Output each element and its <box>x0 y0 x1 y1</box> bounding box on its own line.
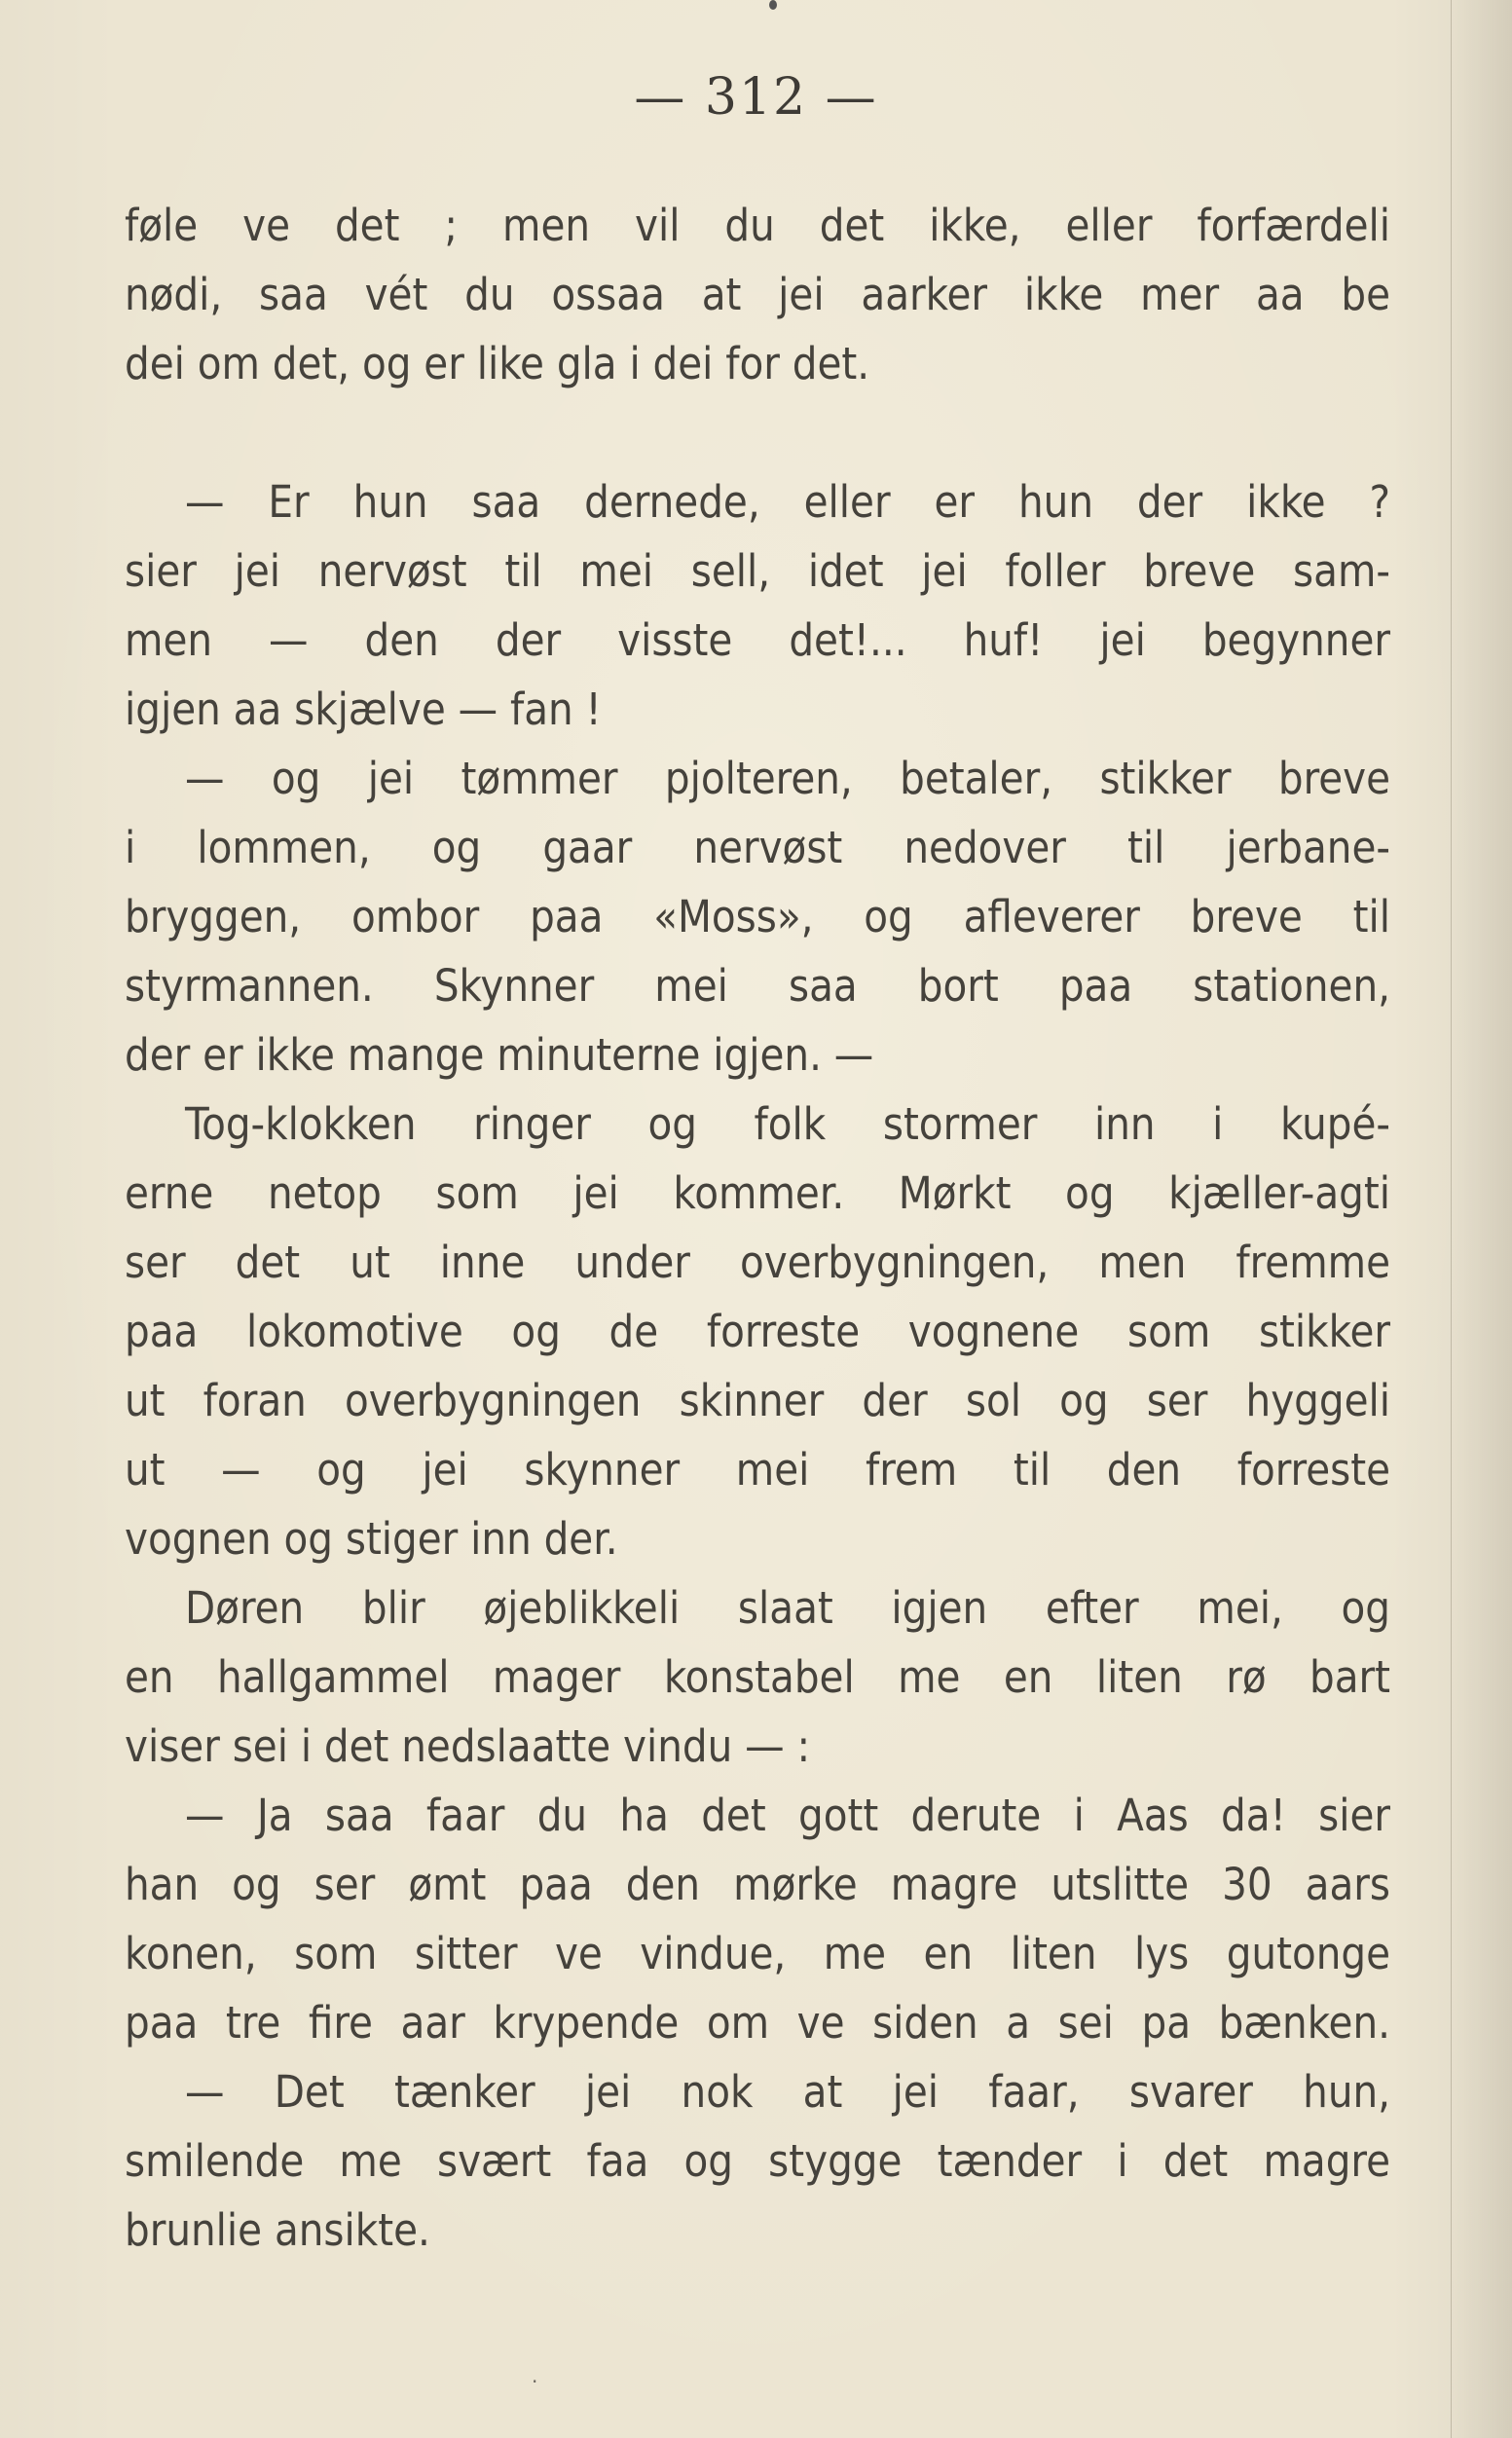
text-line: bryggen, ombor paa «Moss», og afleverer breve til <box>125 891 1390 942</box>
text-line: igjen aa skjælve — fan ! <box>125 683 602 735</box>
paragraph-gap <box>125 398 1390 467</box>
text-line: han og ser ømt paa den mørke magre utslitte 30 aars <box>125 1859 1390 1910</box>
text-line: konen, som sitter ve vindue, me en liten lys gutonge <box>125 1928 1390 1979</box>
text-line: smilende me svært faa og stygge tænder i det magre <box>125 2135 1390 2187</box>
ink-speck-top <box>769 0 777 10</box>
text-line: — Ja saa faar du ha det gott derute i Aas da! sier <box>185 1790 1390 1841</box>
ink-speck-bottom: · <box>532 2370 538 2393</box>
text-line: sier jei nervøst til mei sell, idet jei foller breve sam- <box>125 545 1390 597</box>
text-line: Døren blir øjeblikkeli slaat igjen efter mei, og <box>185 1582 1390 1634</box>
text-line: brunlie ansikte. <box>125 2204 430 2256</box>
text-line: Tog-klokken ringer og folk stormer inn i kupé- <box>185 1098 1390 1150</box>
text-line: men — den der visste det!... huf! jei begynner <box>125 614 1390 666</box>
text-line: dei om det, og er like gla i dei for det. <box>125 338 870 389</box>
text-line: — og jei tømmer pjolteren, betaler, stikker breve <box>185 753 1390 804</box>
text-line: en hallgammel mager konstabel me en liten rø bart <box>125 1651 1390 1703</box>
text-line: paa lokomotive og de forreste vognene som stikker <box>125 1306 1390 1357</box>
text-line: — Det tænker jei nok at jei faar, svarer hun, <box>185 2066 1390 2118</box>
text-line: ser det ut inne under overbygningen, men fremme <box>125 1237 1390 1288</box>
text-line: nødi, saa vét du ossaa at jei aarker ikke mer aa be <box>125 269 1390 320</box>
text-line: styrmannen. Skynner mei saa bort paa stationen, <box>125 960 1390 1012</box>
text-line: i lommen, og gaar nervøst nedover til jerbane- <box>125 822 1390 873</box>
text-line: vognen og stiger inn der. <box>125 1513 618 1565</box>
text-line: erne netop som jei kommer. Mørkt og kjæller-agti <box>125 1167 1390 1219</box>
text-line: viser sei i det nedslaatte vindu — : <box>125 1720 811 1772</box>
text-line: paa tre fire aar krypende om ve siden a sei pa bænken. <box>125 1997 1390 2049</box>
body-text <box>125 191 1390 2265</box>
text-line: der er ikke mange minuterne igjen. — <box>125 1029 874 1081</box>
page-edge-shadow <box>1451 0 1512 2438</box>
page-number: — 312 — <box>634 68 878 127</box>
text-line: ut — og jei skynner mei frem til den forreste <box>125 1444 1390 1496</box>
text-line: — Er hun saa dernede, eller er hun der ikke ? <box>185 476 1390 528</box>
text-line: føle ve det ; men vil du det ikke, eller forfærdeli <box>125 200 1390 251</box>
text-line: ut foran overbygningen skinner der sol og ser hyggeli <box>125 1375 1390 1426</box>
